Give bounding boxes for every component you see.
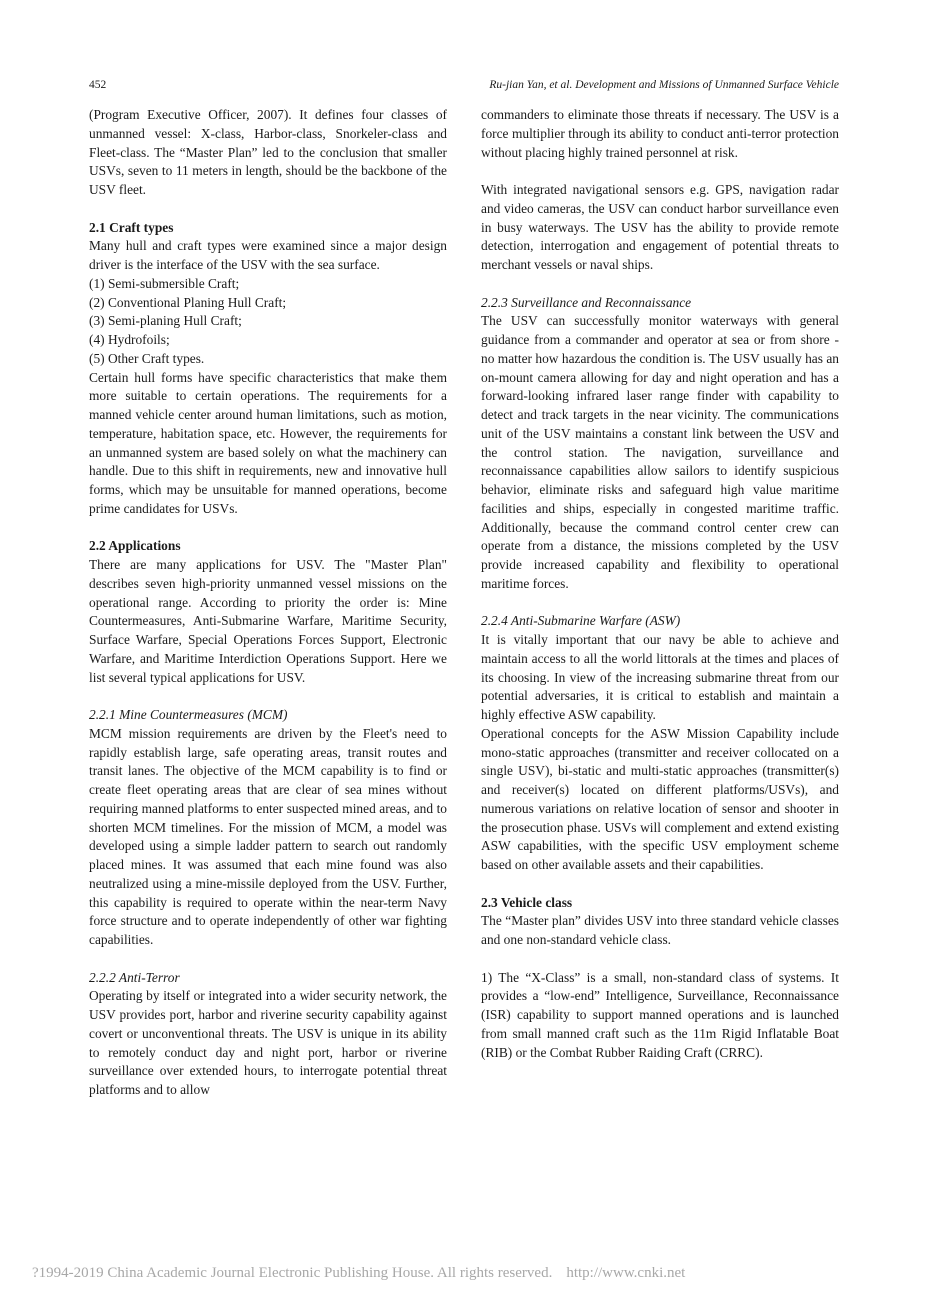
intro-paragraph: (Program Executive Officer, 2007). It defines four classes of unmanned vessel: X-class, Harbor-class, Snorkeler-class and Fleet-class. The “Master Plan” led to the conclusion that smaller USVs, seven to 11 meters in length, should be the backbone of the USV fleet. (89, 107, 447, 197)
anti-terror-body: Operating by itself or integrated into a wider security network, the USV provides port, harbor and riverine security capability against covert or unconventional threats. The USV is unique in its ability to remotely conduct day and night port, harbor or riverine surveillance over extended hours, to interrogate potential threat platforms and to allow (89, 988, 447, 1097)
craft-list-item: (5) Other Craft types. (89, 350, 205, 366)
mcm-body: MCM mission requirements are driven by the Fleet's need to rapidly establish large, safe operating areas, transit routes and transit lanes. The objective of the MCM capability is to find or create fleet operating areas that are clear of sea mines without requiring manned platforms to enter suspected mined areas, and to shorten MCM timelines. For the mission of MCM, a model was developed using a simple ladder pattern to search out randomly placed mines. It was assumed that each mine found was also neutralized using a mine-missile deployed from the USV. Further, this capability is required to operate within the near-term Navy force structure and to operate independently of other war fighting capabilities. (89, 725, 447, 947)
section-heading-vehicle-class: 2.3 Vehicle class (481, 894, 573, 910)
footer-url: http://www.cnki.net (566, 1265, 686, 1281)
footer-watermark (32, 1265, 685, 1282)
applications-body: There are many applications for USV. The "Master Plan" describes seven high-priority unmanned vessel missions on the operational range. According to priority the order is: Mine Countermeasures, Anti-Submarine Warfare, Maritime Security, Surface Warfare, Special Operations Forces Support, Electronic Warfare, and Maritime Interdiction Operations Support. Here we list several typical applications for USV. (89, 557, 447, 685)
craft-types-intro: Many hull and craft types were examined since a major design driver is the interface of the USV with the sea surface. (89, 238, 447, 272)
craft-types-body: Certain hull forms have specific characteristics that make them more suitable to certain operations. The requirements for a manned vehicle center around human limitations, such as motion, temperature, habitation space, etc. However, the requirements for an unmanned system are based solely on what the machinery can handle. Due to this shift in requirements, new and innovative hull forms, which may be unsuitable for manned operations, become prime candidates for USVs. (89, 369, 447, 516)
subsection-heading-asw: 2.2.4 Anti-Submarine Warfare (ASW) (481, 613, 681, 629)
left-column (89, 106, 447, 1100)
right-column (481, 106, 839, 1062)
asw-body-1: It is vitally important that our navy be able to achieve and maintain access to all the world littorals at the times and places of its choosing. In view of the increasing submarine threat from our potential adversaries, it is critical to establish and maintain a highly effective ASW capability. (481, 632, 839, 722)
page-number: 452 (89, 79, 107, 91)
craft-list-item: (2) Conventional Planing Hull Craft; (89, 294, 287, 310)
subsection-heading-anti-terror: 2.2.2 Anti-Terror (89, 969, 180, 985)
surveillance-body: The USV can successfully monitor waterways with general guidance from a commander and operator at sea or from shore - no matter how hazardous the condition is. The USV usually has an on-mount camera allowing for day and night operation and has a forward-looking infrared laser range finder with capability to detect and track targets in the near vicinity. The communications unit of the USV maintains a constant link between the USV and the control station. The navigation, surveillance and reconnaissance capabilities allow sailors to identify suspicious behavior, eliminate risks and safeguard high value maritime facilities and ships, especially in congested maritime traffic. Additionally, because the command control center crew can operate from a distance, the missions completed by the USV provide increased capability and flexibility to operational maritime forces. (481, 313, 839, 591)
anti-terror-sensors: With integrated navigational sensors e.g. GPS, navigation radar and video cameras, the USV can conduct harbor surveillance even in busy waterways. The USV has the ability to provide remote detection, interrogation and engagement of potential threats to merchant vessels or naval ships. (481, 182, 839, 272)
anti-terror-continued: commanders to eliminate those threats if necessary. The USV is a force multiplier through its ability to conduct anti-terror protection without placing highly trained personnel at risk. (481, 107, 839, 160)
section-heading-craft-types: 2.1 Craft types (89, 219, 174, 235)
x-class-body: 1) The “X-Class” is a small, non-standard class of systems. It provides a “low-end” Intelligence, Surveillance, Reconnaissance (ISR) capability to support manned operations and is launched from small manned craft such as the 11m Rigid Inflatable Boat (RIB) or the Combat Rubber Raiding Craft (CRRC). (481, 969, 839, 1060)
craft-list-item: (4) Hydrofoils; (89, 332, 170, 347)
craft-list-item: (1) Semi-submersible Craft; (89, 275, 240, 291)
craft-list-item: (3) Semi-planing Hull Craft; (89, 313, 242, 329)
running-title: Ru-jian Yan, et al. Development and Missions of Unmanned Surface Vehicle (489, 79, 839, 91)
subsection-heading-surveillance: 2.2.3 Surveillance and Reconnaissance (481, 294, 692, 310)
asw-body-2: Operational concepts for the ASW Mission Capability include mono-static approaches (transmitter and receiver collocated on a single USV), bi-static and multi-static approaches (transmitter(s) and receiver(s) located on different platforms/USVs), and numerous variations on relative location of sensor and shooter in the prosecution phase. USVs will complement and extend existing ASW capabilities, with the specific USV employment scheme based on other available assets and their capabilities. (481, 725, 839, 872)
subsection-heading-mcm: 2.2.1 Mine Countermeasures (MCM) (89, 707, 288, 722)
section-heading-applications: 2.2 Applications (89, 538, 181, 554)
footer-copyright: ?1994-2019 China Academic Journal Electronic Publishing House. All rights reserved. (32, 1265, 553, 1281)
vehicle-class-body: The “Master plan” divides USV into three standard vehicle classes and one non-standard vehicle class. (481, 913, 839, 947)
